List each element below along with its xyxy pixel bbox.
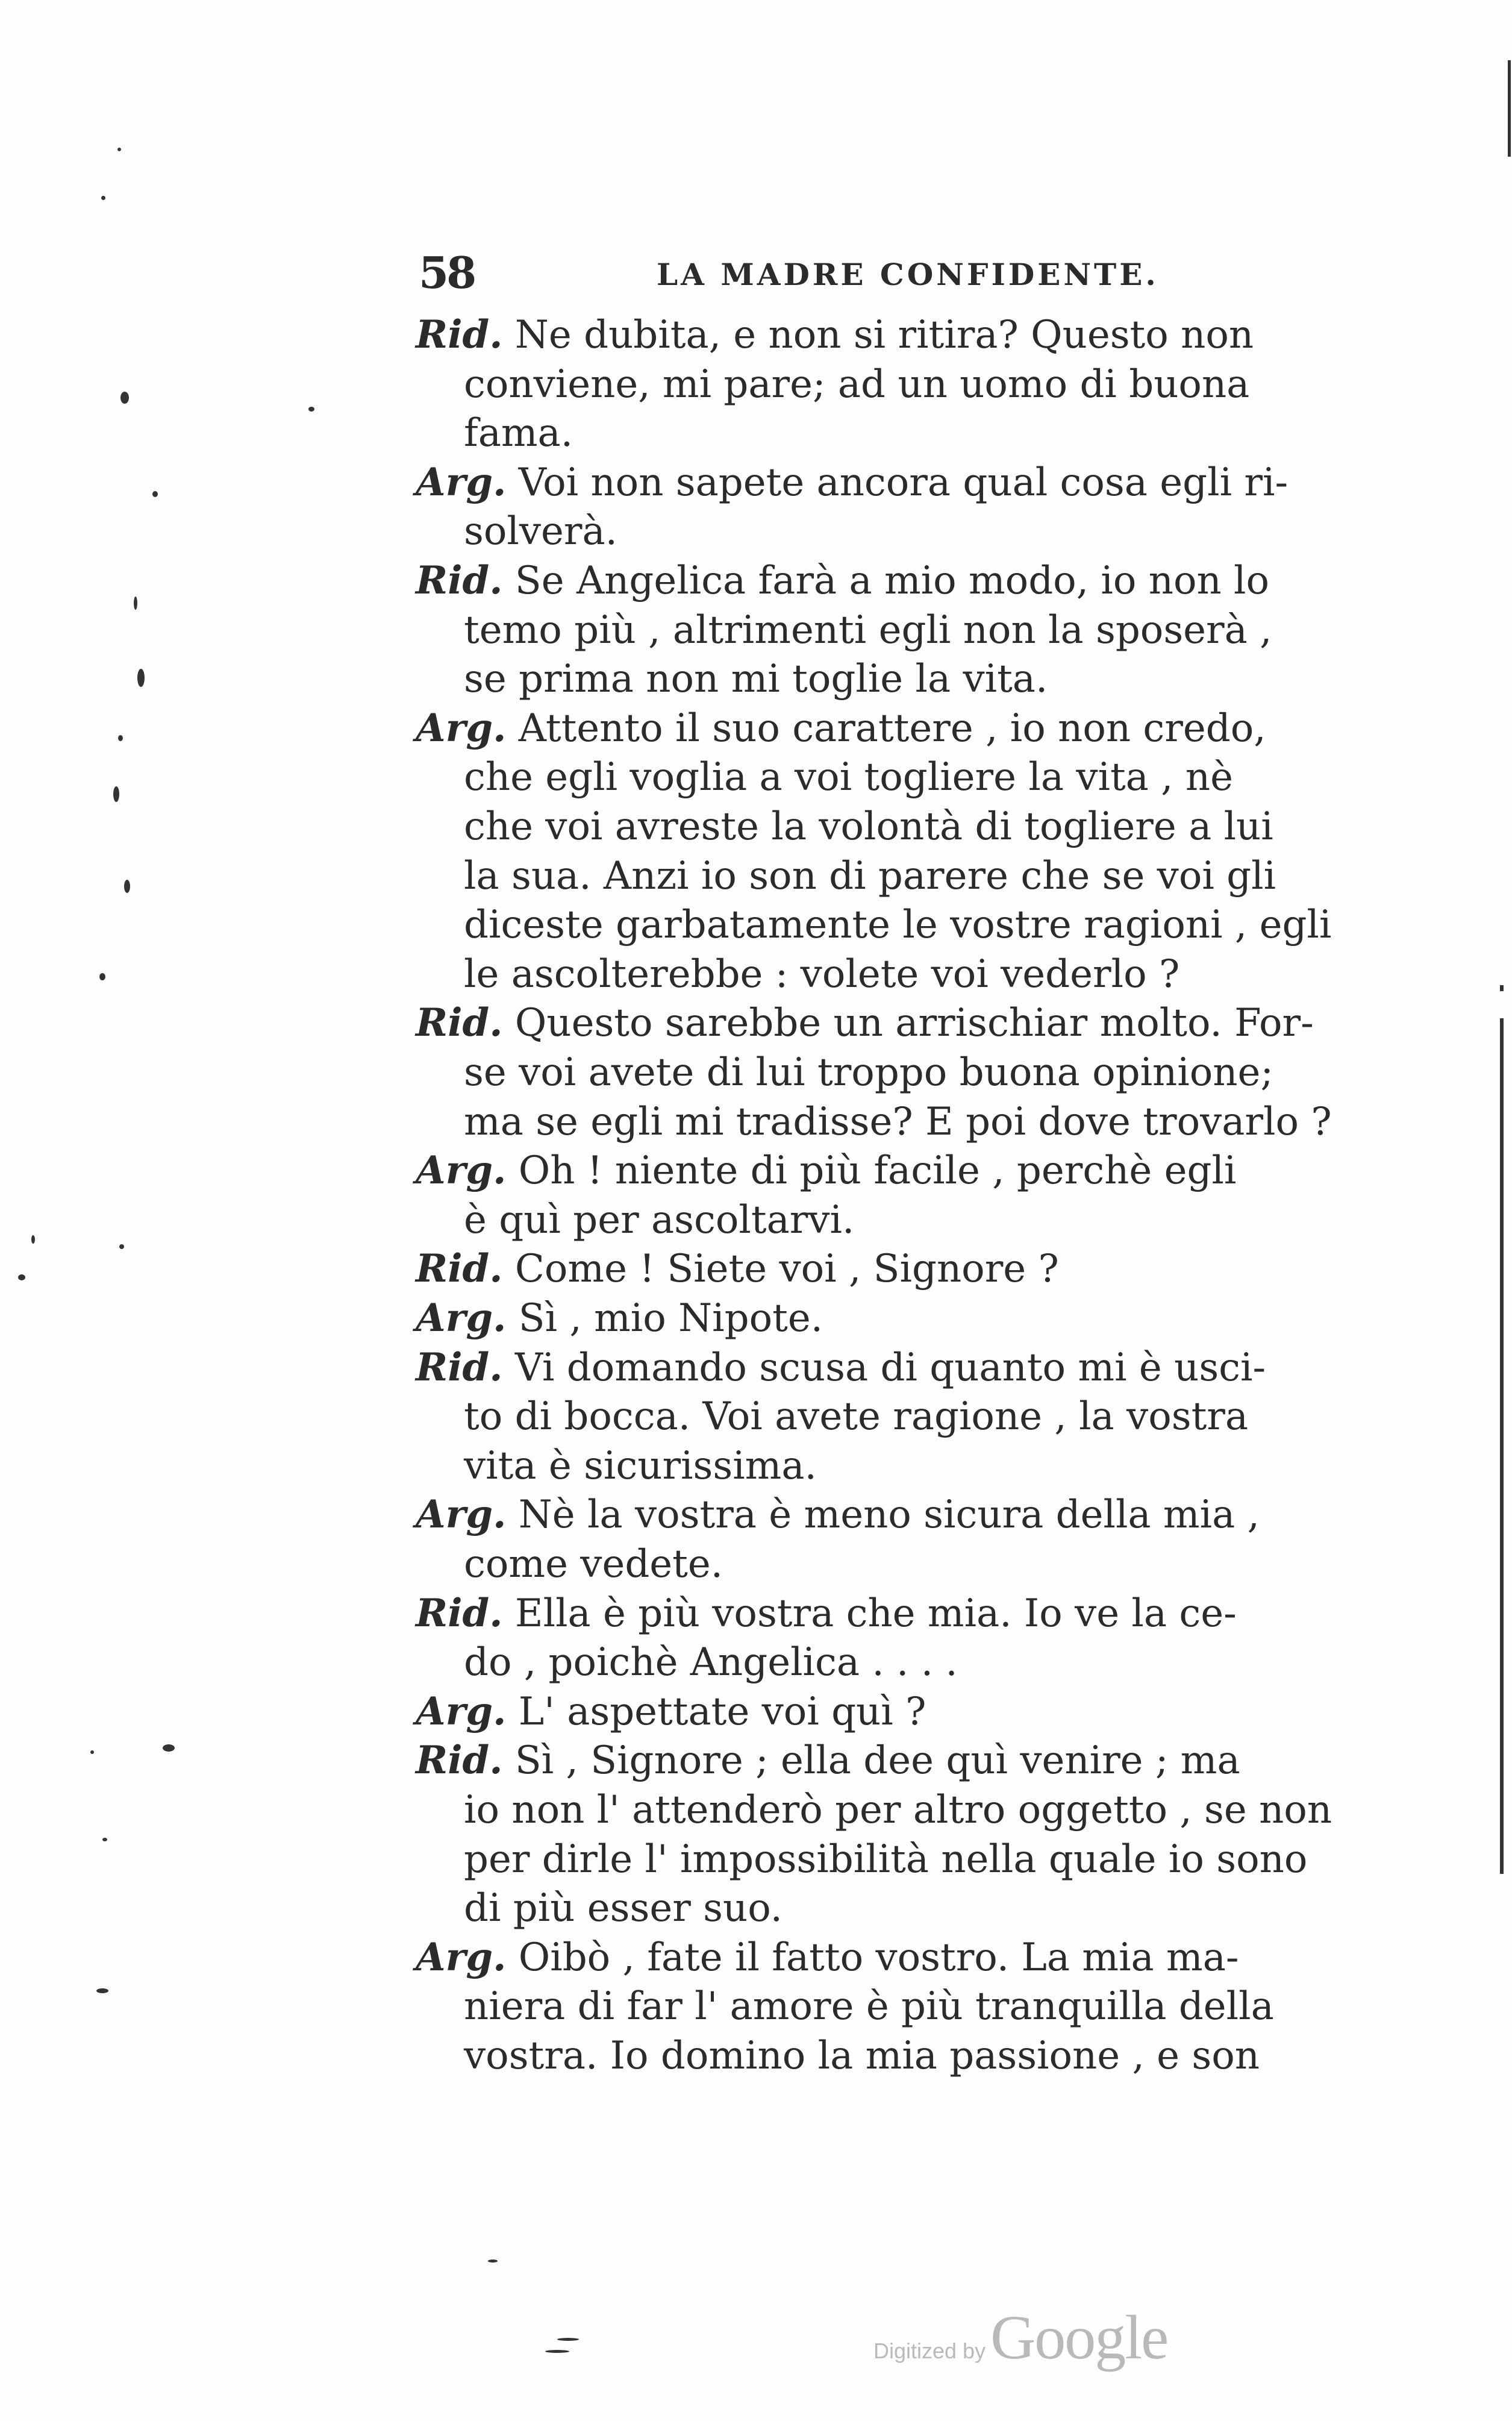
line-text: le ascolterebbe : volete voi vederlo ?: [464, 951, 1180, 997]
speech-first-line: [416, 458, 1407, 507]
speech-continuation-line: [464, 1785, 1407, 1835]
speech-continuation-line: [464, 900, 1407, 950]
line-text: Se Angelica farà a mio modo, io non lo: [514, 559, 1270, 603]
speech-continuation-line: [464, 1835, 1407, 1884]
speech-continuation-line: [464, 950, 1407, 999]
speech-continuation-line: [464, 851, 1407, 901]
line-text: diceste garbatamente le vostre ragioni , egli: [464, 903, 1332, 948]
line-text: Oh ! niente di più facile , perchè egli: [518, 1148, 1237, 1194]
speech-first-line: [416, 1736, 1407, 1785]
speaker-label: Arg.: [416, 1934, 507, 1980]
line-text: to di bocca. Voi avete ragione , la vostra: [464, 1394, 1249, 1439]
line-text: è quì per ascoltarvi.: [464, 1197, 855, 1242]
scan-speck: [18, 1274, 25, 1280]
speech-first-line: [416, 310, 1407, 360]
scan-speck: [117, 148, 121, 151]
line-text: ma se egli mi tradisse? E poi dove trovarlo ?: [464, 1099, 1332, 1144]
speech-first-line: [416, 1490, 1407, 1539]
speech-first-line: [416, 1146, 1407, 1195]
line-text: do , poichè Angelica . . . .: [464, 1640, 958, 1685]
speech-continuation-line: [464, 1539, 1407, 1589]
line-text: vita è sicurissima.: [464, 1443, 817, 1488]
scan-speck: [99, 973, 105, 980]
speaker-label: Arg.: [416, 1688, 507, 1734]
speaker-label: Rid.: [416, 558, 503, 603]
line-text: che voi avreste la volontà di togliere a lui: [464, 804, 1273, 849]
speaker-label: Rid.: [416, 1344, 503, 1390]
scan-speck: [119, 1244, 124, 1249]
scan-speck: [163, 1744, 175, 1752]
scan-speck: [152, 491, 158, 497]
scan-speck: [134, 597, 137, 610]
line-text: Nè la vostra è meno sicura della mia ,: [518, 1492, 1260, 1538]
page-number: 58: [419, 247, 475, 298]
speech-first-line: [416, 1244, 1407, 1294]
line-text: solverà.: [464, 509, 617, 554]
speech-continuation-line: [464, 1195, 1407, 1245]
line-text: fama.: [464, 411, 573, 456]
speaker-label: Rid.: [416, 1000, 503, 1046]
line-text: temo più , altrimenti egli non la sposerà ,: [464, 607, 1272, 653]
speech-continuation-line: [464, 1884, 1407, 1933]
line-text: che egli voglia a voi togliere la vita , nè: [464, 755, 1233, 800]
speech-continuation-line: [464, 1392, 1407, 1441]
speech-continuation-line: [464, 2031, 1407, 2081]
speech-first-line: [416, 704, 1407, 753]
scan-speck: [124, 880, 130, 893]
line-text: Oibò , fate il fatto vostro. La mia ma-: [518, 1935, 1239, 1980]
line-text: Come ! Siete voi , Signore ?: [514, 1247, 1059, 1292]
speech-first-line: [416, 1294, 1407, 1343]
speech-continuation-line: [464, 1048, 1407, 1097]
scan-speck: [101, 196, 105, 200]
speaker-label: Arg.: [416, 705, 507, 751]
speech-continuation-line: [464, 507, 1407, 556]
scan-speck: [488, 2260, 498, 2263]
speaker-label: Rid.: [416, 312, 503, 357]
speech-first-line: [416, 998, 1407, 1048]
speech-continuation-line: [464, 1982, 1407, 2031]
speech-continuation-line: [464, 802, 1407, 851]
running-title: LA MADRE CONFIDENTE.: [657, 257, 1159, 292]
google-logo: Google: [990, 2303, 1168, 2372]
line-text: Voi non sapete ancora qual cosa egli ri-: [518, 460, 1289, 505]
scan-speck: [137, 669, 145, 687]
scan-speck: [96, 1988, 108, 1993]
speech-continuation-line: [464, 360, 1407, 409]
speech-continuation-line: [464, 654, 1407, 704]
speech-continuation-line: [464, 1638, 1407, 1687]
speech-continuation-line: [464, 753, 1407, 802]
scan-speck: [557, 2338, 579, 2341]
scan-speck: [545, 2350, 569, 2353]
line-text: io non l' attenderò per altro oggetto , se non: [464, 1788, 1332, 1832]
line-text: vostra. Io domino la mia passione , e son: [464, 2034, 1260, 2078]
speaker-label: Arg.: [416, 459, 507, 505]
speech-first-line: [416, 1933, 1407, 1982]
line-text: Questo sarebbe un arrischiar molto. For-: [514, 1001, 1314, 1046]
line-text: niera di far l' amore è più tranquilla della: [464, 1984, 1274, 2029]
line-text: Ella è più vostra che mia. Io ve la ce-: [514, 1591, 1237, 1636]
scan-speck: [31, 1235, 35, 1244]
speaker-label: Arg.: [416, 1295, 507, 1341]
scan-speck: [102, 1838, 107, 1841]
line-text: Vi domando scusa di quanto mi è usci-: [514, 1345, 1266, 1390]
speech-continuation-line: [464, 1441, 1407, 1491]
line-text: L' aspettate voi quì ?: [518, 1689, 926, 1734]
line-text: come vedete.: [464, 1542, 723, 1586]
speech-continuation-line: [464, 409, 1407, 458]
line-text: la sua. Anzi io son di parere che se voi gli: [464, 853, 1276, 898]
scan-speck: [308, 407, 314, 412]
scan-speck: [120, 392, 129, 404]
line-text: se prima non mi toglie la vita.: [464, 657, 1048, 702]
line-text: di più esser suo.: [464, 1886, 783, 1931]
line-text: Sì , mio Nipote.: [518, 1296, 823, 1341]
speech-continuation-line: [464, 1097, 1407, 1147]
binding-edge: [1500, 1018, 1504, 1874]
speaker-label: Arg.: [416, 1148, 507, 1194]
scan-speck: [90, 1750, 94, 1754]
speaker-label: Rid.: [416, 1738, 503, 1784]
binding-edge-mark: [1500, 985, 1504, 991]
speech-first-line: [416, 1343, 1407, 1392]
speaker-label: Rid.: [416, 1590, 503, 1636]
speech-first-line: [416, 1589, 1407, 1638]
line-text: se voi avete di lui troppo buona opinione;: [464, 1050, 1273, 1095]
digitized-by-google-watermark: [873, 2302, 1168, 2372]
binding-edge-top: [1508, 60, 1511, 157]
scan-speck: [118, 735, 123, 741]
speech-first-line: [416, 1687, 1407, 1737]
line-text: Attento il suo carattere , io non credo,: [518, 706, 1266, 751]
line-text: per dirle l' impossibilità nella quale io sono: [464, 1837, 1308, 1882]
speaker-label: Rid.: [416, 1246, 503, 1292]
page-header: [419, 247, 1202, 298]
speaker-label: Arg.: [416, 1492, 507, 1538]
line-text: Ne dubita, e non si ritira? Questo non: [514, 313, 1254, 357]
line-text: conviene, mi pare; ad un uomo di buona: [464, 362, 1250, 407]
speech-continuation-line: [464, 606, 1407, 655]
line-text: Sì , Signore ; ella dee quì venire ; ma: [514, 1738, 1240, 1784]
speech-first-line: [416, 556, 1407, 606]
watermark-prefix: Digitized by: [873, 2338, 986, 2363]
scan-speck: [113, 786, 119, 802]
